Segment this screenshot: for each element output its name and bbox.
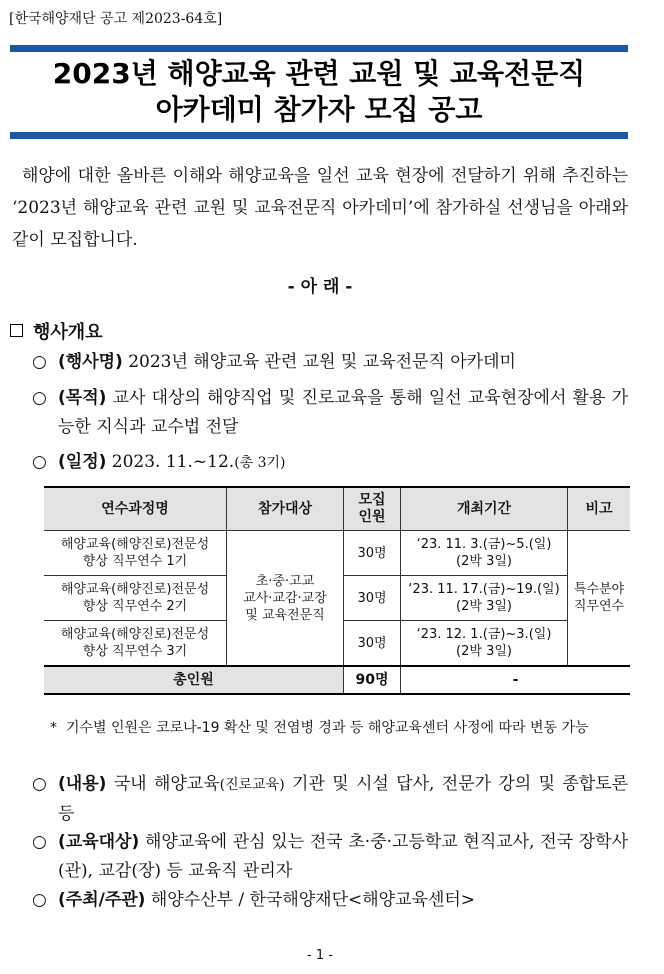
course-line1: 해양교육(해양진로)전문성	[60, 537, 210, 552]
circle-bullet-icon: ○	[32, 352, 47, 372]
course-cell	[44, 531, 227, 576]
table-row	[44, 531, 630, 576]
item-host-text: 해양수산부 / 한국해양재단<해양교육센터>	[150, 890, 476, 910]
footnote-mark: *	[50, 720, 57, 736]
period-line1: ‘23. 11. 3.(금)~5.(일)	[416, 537, 552, 552]
capacity-cell: 30명	[344, 621, 401, 667]
remark-cell	[568, 531, 631, 667]
course-line2: 향상 직무연수 3기	[82, 644, 188, 659]
target-cell	[227, 531, 344, 667]
footnote	[50, 716, 628, 740]
header-capacity-line1: 모집	[358, 492, 386, 508]
notice-number: [한국해양재단 공고 제2023-64호]	[9, 11, 223, 27]
course-line1: 해양교육(해양진로)전문성	[60, 627, 210, 642]
item-target-label: (교육대상)	[58, 832, 140, 852]
intro-paragraph: 해양에 대한 올바른 이해와 해양교육을 일선 교육 현장에 전달하기 위해 추진하는 ‘2023년 해양교육 관련 교원 및 교육전문직 아카데미’에 참가하실 선생님을 아래와 같이 모집합니다.	[12, 166, 628, 250]
item-name-label: (행사명)	[58, 352, 123, 372]
table-header-row	[44, 487, 630, 531]
total-period: -	[401, 666, 631, 694]
item-content-text-after: 기관 및 시설 답사, 전문가 강의 및 종합토론 등	[58, 774, 629, 824]
circle-bullet-icon: ○	[32, 452, 47, 472]
header-remark: 비고	[568, 487, 631, 531]
item-name-text: 2023년 해양교육 관련 교원 및 교육전문직 아카데미	[128, 352, 516, 372]
table-total-row	[44, 666, 630, 694]
circle-bullet-icon: ○	[32, 774, 47, 794]
target-line1: 초·중·고교	[255, 573, 315, 589]
item-schedule-note: (총 3기)	[234, 455, 286, 471]
period-cell	[401, 531, 568, 576]
capacity-cell: 30명	[344, 576, 401, 621]
period-line2: (2박 3일)	[456, 554, 512, 569]
title-bottom-bar	[10, 132, 628, 139]
course-cell	[44, 576, 227, 621]
page-title	[10, 56, 628, 128]
square-box-icon	[10, 324, 23, 337]
remark-line1: 특수분야	[573, 582, 625, 597]
item-target-text: 해양교육에 관심 있는 전국 초·중·고등학교 현직교사, 전국 장학사(관), 교감(장) 등 교육직 관리자	[58, 832, 628, 881]
title-line-2: 아카데미 참가자 모집 공고	[155, 93, 483, 126]
item-name	[32, 348, 628, 377]
item-host-label: (주최/주관)	[58, 890, 146, 910]
item-content-text-small: (진로교육)	[219, 777, 285, 793]
target-line2: 교사·교감·교장	[243, 590, 327, 606]
item-content-text-before: 국내 해양교육	[113, 774, 220, 794]
item-purpose-text: 교사 대상의 해양직업 및 진로교육을 통해 일선 교육현장에서 활용 가능한 지식과 교수법 전달	[58, 388, 629, 437]
circle-bullet-icon: ○	[32, 388, 47, 408]
course-cell	[44, 621, 227, 667]
period-cell	[401, 576, 568, 621]
header-period: 개최기간	[401, 487, 568, 531]
title-top-bar	[10, 45, 628, 52]
period-cell	[401, 621, 568, 667]
course-line2: 향상 직무연수 1기	[82, 554, 188, 569]
total-value: 90명	[344, 666, 401, 694]
item-schedule-text: 2023. 11.~12.	[111, 452, 235, 472]
period-line1: ‘23. 12. 1.(금)~3.(일)	[416, 627, 552, 642]
circle-bullet-icon: ○	[32, 832, 47, 852]
course-line1: 해양교육(해양진로)전문성	[60, 582, 210, 597]
item-purpose	[32, 384, 628, 442]
item-host	[32, 886, 628, 915]
total-label: 총인원	[44, 666, 344, 694]
item-schedule	[32, 448, 628, 478]
header-target: 참가대상	[227, 487, 344, 531]
remark-line2: 직무연수	[573, 599, 625, 614]
item-schedule-label: (일정)	[58, 452, 107, 472]
item-purpose-label: (목적)	[58, 388, 107, 408]
period-line2: (2박 3일)	[456, 599, 512, 614]
item-content-label: (내용)	[58, 774, 107, 794]
subheading: - 아 래 -	[287, 277, 353, 297]
period-line2: (2박 3일)	[456, 644, 512, 659]
title-line-1: 2023년 해양교육 관련 교원 및 교육전문직	[52, 57, 586, 90]
footnote-text: 기수별 인원은 코로나-19 확산 및 전염병 경과 등 해양교육센터 사정에 따라 변동 가능	[66, 720, 589, 736]
period-line1: ‘23. 11. 17.(금)~19.(일)	[408, 582, 560, 597]
schedule-table	[44, 486, 630, 695]
header-capacity-line2: 인원	[358, 509, 386, 525]
course-line2: 향상 직무연수 2기	[82, 599, 188, 614]
header-course: 연수과정명	[44, 487, 227, 531]
section-title: 행사개요	[33, 322, 103, 343]
item-content	[32, 770, 628, 829]
header-capacity	[344, 487, 401, 531]
section-heading	[10, 318, 103, 344]
item-target	[32, 828, 628, 886]
target-line3: 및 교육전문직	[245, 607, 325, 623]
page-number: - 1 -	[307, 948, 333, 963]
capacity-cell: 30명	[344, 531, 401, 576]
circle-bullet-icon: ○	[32, 890, 47, 910]
